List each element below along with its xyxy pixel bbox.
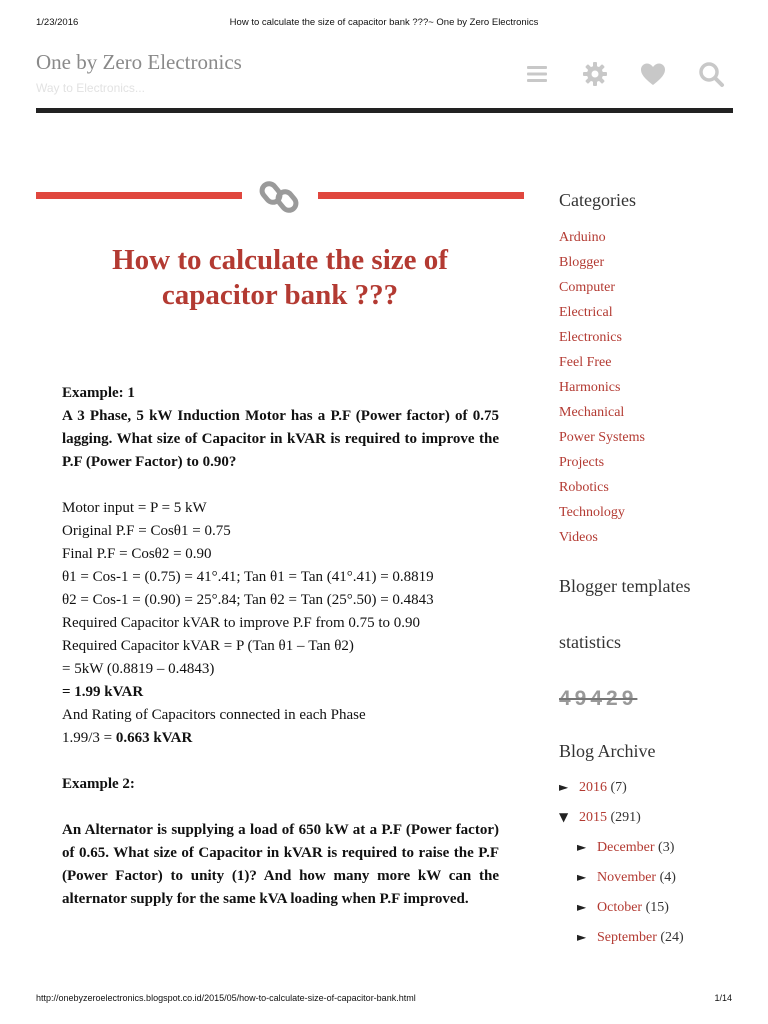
archive-label[interactable]: September [597,930,657,945]
post-divider [36,180,524,210]
archive-item[interactable] [559,862,739,892]
per-phase-value: 0.663 kVAR [115,730,193,746]
site-tagline: Way to Electronics... [36,81,145,95]
categories-list [559,225,739,550]
archive-label[interactable]: 2016 [579,780,607,795]
collapse-toggle-icon[interactable]: ▼ [559,810,569,824]
expand-toggle-icon[interactable]: ► [559,780,569,794]
site-header [36,48,733,114]
archive-label[interactable]: 2015 [579,810,607,825]
archive-count: (7) [607,780,627,795]
category-link[interactable]: Electronics [559,330,622,345]
example2-problem: An Alternator is supplying a load of 650 kW at a P.F (Power factor) of 0.65. What size of Capacitor in kVAR is required to raise the P.F (Power Factor) to unity (1)? And how many more kW can the alternator supply for the same kVA loading when P.F improved. [62,822,499,907]
sidebar [559,190,739,952]
expand-toggle-icon[interactable]: ► [577,900,587,914]
print-footer [36,993,732,1007]
category-link[interactable]: Power Systems [559,430,645,445]
category-link[interactable]: Technology [559,505,625,520]
post-body [62,382,499,911]
calc-line-substitution: = 5kW (0.8819 – 0.4843) [62,661,215,677]
calc-line-original-pf: Original P.F = Cosθ1 = 0.75 [62,523,231,539]
calc-line-per-phase [62,727,499,750]
category-link[interactable]: Harmonics [559,380,621,395]
category-link[interactable]: Mechanical [559,405,625,420]
search-icon[interactable] [697,60,725,88]
category-link[interactable]: Robotics [559,480,609,495]
calc-line-rating: And Rating of Capacitors connected in each Phase [62,707,366,723]
calc-line-motor-input: Motor input = P = 5 kW [62,500,207,516]
blog-archive-title: Blog Archive [559,741,656,761]
post-title-line2: capacitor bank ??? [161,279,399,311]
statistics-title: statistics [559,632,621,652]
page-number: 1/14 [714,993,732,1003]
menu-icon[interactable] [523,60,551,88]
expand-toggle-icon[interactable]: ► [577,870,587,884]
site-title[interactable]: One by Zero Electronics [36,50,242,74]
categories-title: Categories [559,190,636,210]
calc-line-formula: Required Capacitor kVAR = P (Tan θ1 – Tan θ2) [62,638,354,654]
archive-item[interactable] [559,802,739,832]
per-phase-prefix: 1.99/3 = [62,730,116,746]
expand-toggle-icon[interactable]: ► [577,930,587,944]
print-date: 1/23/2016 [36,17,79,28]
example1-calculation [62,497,499,750]
header-icons [523,60,725,88]
category-link[interactable]: Projects [559,455,605,470]
post-title [36,243,524,313]
divider-bar-left [36,192,242,199]
divider-bar-right [318,192,524,199]
archive-count: (15) [642,900,669,915]
calc-line-theta2: θ2 = Cos-1 = (0.90) = 25°.84; Tan θ2 = Tan (25°.50) = 0.4843 [62,592,434,608]
print-url[interactable]: http://onebyzeroelectronics.blogspot.co.id/2015/05/how-to-calculate-size-of-capacitor-bank.html [36,993,416,1003]
category-link[interactable]: Electrical [559,305,613,320]
print-title: How to calculate the size of capacitor bank ???~ One by Zero Electronics [229,17,539,28]
calc-line-theta1: θ1 = Cos-1 = (0.75) = 41°.41; Tan θ1 = Tan (41°.41) = 0.8819 [62,569,434,585]
category-link[interactable]: Feel Free [559,355,612,370]
archive-label[interactable]: October [597,900,643,915]
archive-item[interactable] [559,832,739,862]
header-rule [36,108,733,113]
category-link[interactable]: Computer [559,280,615,295]
print-header [36,17,732,31]
archive-count: (4) [656,870,676,885]
archive-item[interactable] [559,772,739,802]
blog-archive-list [559,772,739,952]
category-link[interactable]: Arduino [559,230,606,245]
archive-label[interactable]: December [597,840,655,855]
archive-count: (291) [607,810,641,825]
example1-problem: A 3 Phase, 5 kW Induction Motor has a P.F (Power factor) of 0.75 lagging. What size of Capacitor in kVAR is required to improve the P.F (Power Factor) to 0.90? [62,408,499,470]
heart-icon[interactable] [639,60,667,88]
calc-line-final-pf: Final P.F = Cosθ2 = 0.90 [62,546,212,562]
gear-icon[interactable] [581,60,609,88]
visitor-counter: 49429 [559,687,638,710]
expand-toggle-icon[interactable]: ► [577,840,587,854]
example2-heading: Example 2: [62,776,135,792]
calc-line-required-kvar: Required Capacitor kVAR to improve P.F from 0.75 to 0.90 [62,615,421,631]
post-title-line1: How to calculate the size of [112,244,448,276]
blogger-templates-title: Blogger templates [559,576,691,596]
category-link[interactable]: Videos [559,530,598,545]
archive-count: (24) [656,930,684,945]
archive-item[interactable] [559,922,739,952]
archive-item[interactable] [559,892,739,922]
link-icon[interactable] [258,180,300,214]
archive-label[interactable]: November [597,870,657,885]
example1-heading: Example: 1 [62,385,135,401]
archive-count: (3) [654,840,675,855]
calc-line-result: = 1.99 kVAR [62,684,144,700]
category-link[interactable]: Blogger [559,255,605,270]
